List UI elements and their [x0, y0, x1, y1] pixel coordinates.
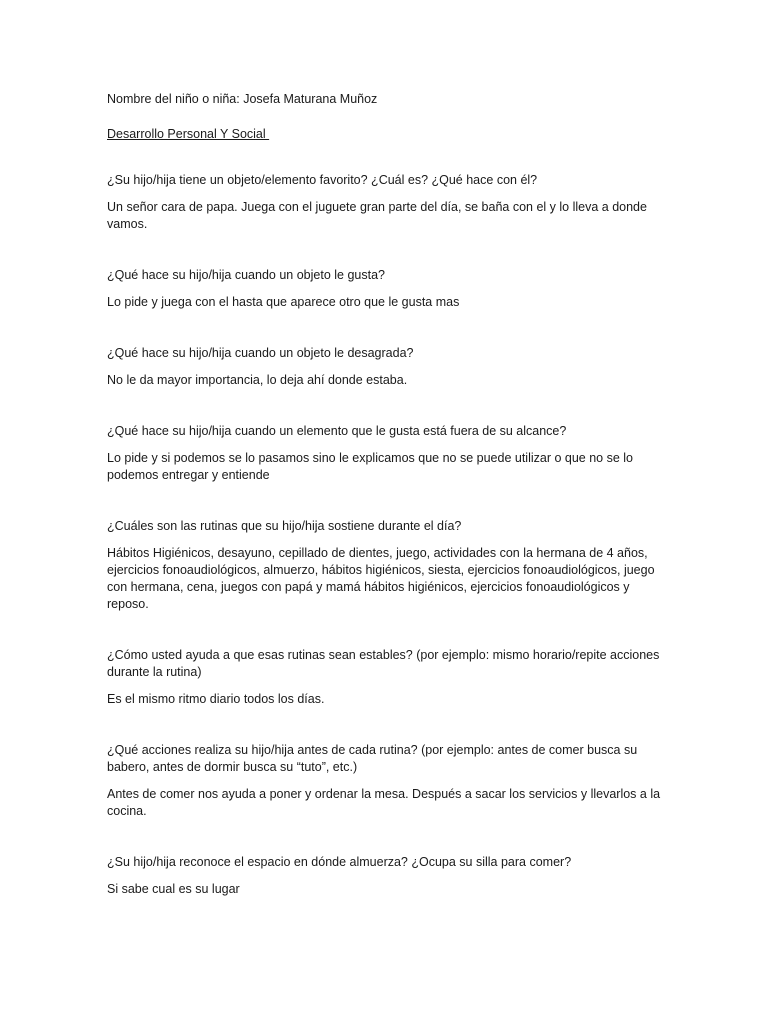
- qa-item-7: [107, 742, 667, 820]
- question-3: ¿Qué hace su hijo/hija cuando un objeto le desagrada?: [107, 346, 414, 360]
- question-1: ¿Su hijo/hija tiene un objeto/elemento favorito? ¿Cuál es? ¿Qué hace con él?: [107, 173, 538, 187]
- answer-1: Un señor cara de papa. Juega con el juguete gran parte del día, se baña con el y lo lleva a donde vamos.: [107, 200, 647, 231]
- answer-2: Lo pide y juega con el hasta que aparece otro que le gusta mas: [107, 295, 460, 309]
- answer-8: Si sabe cual es su lugar: [107, 882, 240, 896]
- question-8: ¿Su hijo/hija reconoce el espacio en dónde almuerza? ¿Ocupa su silla para comer?: [107, 855, 572, 869]
- answer-5: Hábitos Higiénicos, desayuno, cepillado de dientes, juego, actividades con la hermana de 4 años, ejercicios fonoaudiológicos, almuerzo, hábitos higiénicos, siesta, ejercicios fonoaudiológicos, juego con hermana, cena, juegos con papá y mamá hábitos higiénicos, ejercicios fonoaudiológicos y reposo.: [107, 546, 655, 611]
- qa-item-8: [107, 854, 667, 898]
- question-6: ¿Cómo usted ayuda a que esas rutinas sean estables? (por ejemplo: mismo horario/repite acciones durante la rutina): [107, 648, 660, 679]
- qa-item-6: [107, 647, 667, 708]
- qa-item-2: [107, 267, 667, 311]
- qa-item-1: [107, 172, 667, 233]
- answer-6: Es el mismo ritmo diario todos los días.: [107, 692, 325, 706]
- qa-item-4: [107, 423, 667, 484]
- question-5: ¿Cuáles son las rutinas que su hijo/hija sostiene durante el día?: [107, 519, 462, 533]
- qa-item-5: [107, 518, 667, 613]
- question-7: ¿Qué acciones realiza su hijo/hija antes de cada rutina? (por ejemplo: antes de comer busca su babero, antes de dormir busca su “tuto”, etc.): [107, 743, 638, 774]
- question-2: ¿Qué hace su hijo/hija cuando un objeto le gusta?: [107, 268, 385, 282]
- qa-item-3: [107, 345, 667, 389]
- child-name-line: Nombre del niño o niña: Josefa Maturana Muñoz: [107, 92, 378, 106]
- document-page: [107, 91, 667, 898]
- answer-3: No le da mayor importancia, lo deja ahí donde estaba.: [107, 373, 408, 387]
- question-4: ¿Qué hace su hijo/hija cuando un elemento que le gusta está fuera de su alcance?: [107, 424, 567, 438]
- answer-4: Lo pide y si podemos se lo pasamos sino le explicamos que no se puede utilizar o que no se lo podemos entregar y entiende: [107, 451, 634, 482]
- answer-7: Antes de comer nos ayuda a poner y ordenar la mesa. Después a sacar los servicios y llevarlos a la cocina.: [107, 787, 661, 818]
- section-title: Desarrollo Personal Y Social: [107, 127, 270, 141]
